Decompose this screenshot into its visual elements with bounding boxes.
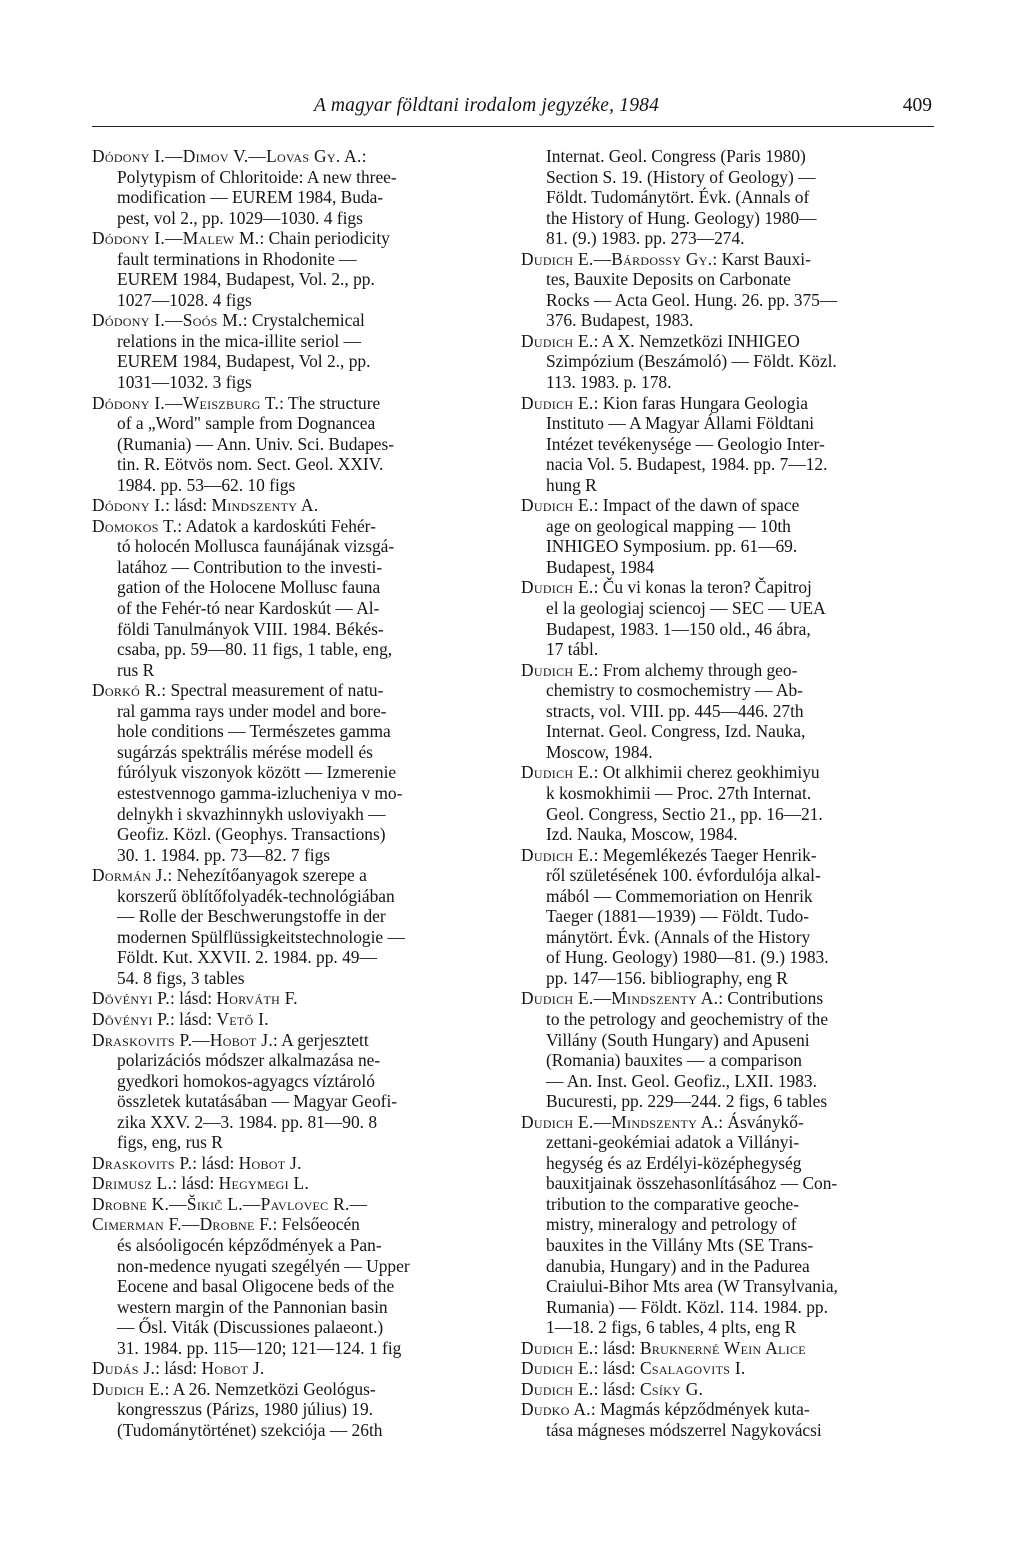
entry-text: of a „Word" sample from Dognancea — [117, 413, 376, 434]
entry-text: : lásd: — [593, 1358, 640, 1379]
entry-text: ről születésének 100. évfordulója alkal- — [546, 865, 821, 886]
author-name: Dudás J. — [92, 1358, 156, 1379]
bibliography-line — [92, 393, 506, 414]
bibliography-line — [521, 947, 935, 968]
entry-text: — Ősl. Viták (Discussiones palaeont.) — [117, 1317, 384, 1338]
entry-text: Földt. Tudománytört. Évk. (Annals of — [546, 187, 810, 208]
bibliography-line — [92, 680, 506, 701]
entry-text: 81. (9.) 1983. pp. 273—274. — [546, 228, 745, 249]
bibliography-line — [92, 1358, 506, 1379]
entry-text: Moscow, 1984. — [546, 741, 653, 762]
bibliography-line — [521, 1256, 935, 1277]
entry-text: korszerű öblítőfolyadék-technológiában — [117, 885, 395, 906]
author-name: Dövényi P. — [92, 1008, 170, 1029]
bibliography-line — [521, 434, 935, 455]
author-name: Dudich E.—Bárdossy Gy. — [521, 248, 713, 269]
entry-text: : A 26. Nemzetközi Geológus- — [164, 1378, 376, 1399]
bibliography-line — [521, 269, 935, 290]
author-name: Dudko A. — [521, 1399, 591, 1420]
entry-text: : Ču vi konas la teron? Čapitroj — [593, 577, 812, 598]
bibliography-line — [521, 290, 935, 311]
entry-text: of the Fehér-tó near Kardoskút — Al- — [117, 598, 380, 619]
entry-text: : Spectral measurement of natu- — [161, 680, 384, 701]
entry-text: : lásd: — [155, 1358, 202, 1379]
entry-text: latához — Contribution to the investi- — [117, 556, 383, 577]
author-name: Mindszenty A. — [211, 495, 319, 516]
bibliography-line — [92, 269, 506, 290]
entry-text: földi Tanulmányok VIII. 1984. Békés- — [117, 618, 384, 639]
entry-text: Budapest, 1984 — [546, 556, 655, 577]
bibliography-line — [521, 783, 935, 804]
author-name: Hobot J. — [201, 1358, 265, 1379]
entry-text: : lásd: — [192, 1152, 239, 1173]
entry-text: figs, eng, rus R — [117, 1132, 223, 1153]
entry-text: Szimpózium (Beszámoló) — Földt. Közl. — [546, 351, 837, 372]
bibliography-line — [521, 208, 935, 229]
entry-text: kongresszus (Párizs, 1980 július) 19. — [117, 1399, 374, 1420]
entry-text: (Rumania) — Ann. Univ. Sci. Budapes- — [117, 433, 395, 454]
bibliography-line — [521, 331, 935, 352]
entry-text: : lásd: — [593, 1337, 640, 1358]
entry-text: tása mágneses módszerrel Nagykovácsi — [546, 1419, 822, 1440]
bibliography-line — [92, 619, 506, 640]
entry-text: mistry, mineralogy and petrology of — [546, 1214, 797, 1235]
bibliography-line — [92, 413, 506, 434]
bibliography-line — [521, 1173, 935, 1194]
bibliography-line — [521, 536, 935, 557]
bibliography-line — [92, 290, 506, 311]
bibliography-line — [92, 577, 506, 598]
bibliography-line — [521, 824, 935, 845]
entry-text: 31. 1984. pp. 115—120; 121—124. 1 fig — [117, 1337, 402, 1358]
author-name: Dudich E. — [521, 1337, 594, 1358]
bibliography-line — [92, 1420, 506, 1441]
bibliography-line — [521, 146, 935, 167]
author-name: Dudich E. — [521, 495, 594, 516]
entry-text: hegység és az Erdélyi-középhegység — [546, 1152, 802, 1173]
entry-text: age on geological mapping — 10th — [546, 515, 791, 536]
entry-text: : Chain periodicity — [259, 228, 390, 249]
bibliography-line — [92, 824, 506, 845]
entry-text: gation of the Holocene Mollusc fauna — [117, 577, 381, 598]
entry-text: Internat. Geol. Congress (Paris 1980) — [546, 146, 806, 166]
bibliography-line — [521, 1338, 935, 1359]
bibliography-line — [521, 619, 935, 640]
author-name: Dorkó R. — [92, 680, 162, 701]
entry-text: tes, Bauxite Deposits on Carbonate — [546, 269, 791, 290]
entry-text: tribution to the comparative geoche- — [546, 1193, 800, 1214]
bibliography-line — [521, 804, 935, 825]
entry-text: pest, vol 2., pp. 1029—1030. 4 figs — [117, 207, 363, 228]
bibliography-line — [92, 536, 506, 557]
entry-text: 17 tábl. — [546, 639, 599, 660]
entry-text: Geofiz. Közl. (Geophys. Transactions) — [117, 824, 386, 845]
bibliography-line — [521, 454, 935, 475]
bibliography-line — [521, 721, 935, 742]
author-name: Draskovits P. — [92, 1152, 193, 1173]
entry-text: modification — EUREM 1984, Buda- — [117, 187, 384, 208]
page-number: 409 — [902, 95, 932, 116]
entry-text: Taeger (1881—1939) — Földt. Tudo- — [546, 906, 810, 927]
running-header — [92, 86, 934, 127]
bibliography-line — [521, 598, 935, 619]
bibliography-line — [92, 865, 506, 886]
bibliography-line — [521, 639, 935, 660]
bibliography-line — [521, 988, 935, 1009]
bibliography-line — [92, 516, 506, 537]
bibliography-line — [521, 742, 935, 763]
bibliography-line — [92, 804, 506, 825]
entry-text: Bucuresti, pp. 229—244. 2 figs, 6 tables — [546, 1091, 828, 1112]
entry-text: : The structure — [279, 392, 381, 413]
author-name: Draskovits P.—Hobot J. — [92, 1029, 274, 1050]
bibliography-line — [92, 639, 506, 660]
author-name: Dudich E. — [521, 392, 594, 413]
bibliography-line — [521, 927, 935, 948]
bibliography-line — [521, 1030, 935, 1051]
bibliography-line — [521, 701, 935, 722]
bibliography-line — [92, 783, 506, 804]
bibliography-line — [521, 516, 935, 537]
entry-text: EUREM 1984, Budapest, Vol 2., pp. — [117, 351, 371, 372]
author-name: Horváth F. — [216, 988, 298, 1009]
bibliography-line — [92, 598, 506, 619]
bibliography-line — [521, 1112, 935, 1133]
bibliography-line — [92, 1132, 506, 1153]
bibliography-line — [92, 906, 506, 927]
bibliography-line — [92, 187, 506, 208]
author-name: Dövényi P. — [92, 988, 170, 1009]
bibliography-line — [92, 886, 506, 907]
bibliography-line — [521, 845, 935, 866]
entry-text: : From alchemy through geo- — [593, 659, 798, 680]
bibliography-line — [92, 475, 506, 496]
bibliography-line — [521, 413, 935, 434]
bibliography-line — [521, 1358, 935, 1379]
entry-text: csaba, pp. 59—80. 11 figs, 1 table, eng, — [117, 639, 393, 660]
bibliography-line — [521, 1379, 935, 1400]
author-name: Dódony I. — [92, 495, 166, 516]
entry-text: : A X. Nemzetközi INHIGEO — [593, 330, 800, 351]
bibliography-line — [521, 372, 935, 393]
entry-text: mánytört. Évk. (Annals of the History — [546, 926, 811, 947]
entry-text: western margin of the Pannonian basin — [117, 1296, 388, 1317]
bibliography-line — [92, 1379, 506, 1400]
entry-text: the History of Hung. Geology) 1980— — [546, 207, 817, 228]
entry-text: : Contributions — [718, 988, 824, 1009]
bibliography-line — [521, 1194, 935, 1215]
entry-text: 1984. pp. 53—62. 10 figs — [117, 474, 296, 495]
entry-text: : Nehezítőanyagok szerepe a — [167, 865, 367, 886]
author-name: Bruknerné Wein Alice — [639, 1337, 806, 1358]
entry-text: danubia, Hungary) and in the Padurea — [546, 1255, 810, 1276]
bibliography-line — [521, 557, 935, 578]
entry-text: to the petrology and geochemistry of the — [546, 1008, 829, 1029]
entry-text: : lásd: — [593, 1378, 640, 1399]
entry-text: : Ásványkő- — [718, 1111, 804, 1132]
entry-text: fúrólyuk viszonyok között — Izmerenie — [117, 762, 397, 783]
entry-text: gyedkori homokos-agyagcs víztároló — [117, 1070, 375, 1091]
entry-text: Rumania) — Földt. Közl. 114. 1984. pp. — [546, 1296, 828, 1317]
entry-text: rus R — [117, 659, 155, 680]
entry-text: összletek kutatásában — Magyar Geofi- — [117, 1091, 398, 1112]
bibliography-line — [92, 988, 506, 1009]
bibliography-line — [92, 701, 506, 722]
bibliography-line — [92, 372, 506, 393]
entry-text: pp. 147—156. bibliography, eng R — [546, 967, 788, 988]
entry-text: fault terminations in Rhodonite — — [117, 248, 357, 269]
entry-text: : Karst Bauxi- — [712, 248, 811, 269]
author-name: Cimerman F.—Drobne F. — [92, 1214, 273, 1235]
entry-text: hole conditions — Természetes gamma — [117, 721, 391, 742]
bibliography-line — [92, 1153, 506, 1174]
bibliography-line — [521, 968, 935, 989]
entry-text: 1—18. 2 figs, 6 tables, 4 plts, eng R — [546, 1317, 797, 1338]
entry-text: mából — Commemoriation on Henrik — [546, 885, 813, 906]
entry-text: of Hung. Geology) 1980—81. (9.) 1983. — [546, 947, 829, 968]
bibliography-line — [92, 968, 506, 989]
bibliography-line — [92, 1194, 506, 1215]
author-name: Dudich E. — [521, 1358, 594, 1379]
bibliography-line — [92, 495, 506, 516]
author-name: Dódony I.—Weiszburg T. — [92, 392, 280, 413]
bibliography-line — [92, 1235, 506, 1256]
entry-text: Craiului-Bihor Mts area (W Transylvania, — [546, 1276, 838, 1297]
author-name: Dudich E.—Mindszenty A. — [521, 988, 719, 1009]
entry-text: — An. Inst. Geol. Geofiz., LXII. 1983. — [546, 1070, 817, 1091]
entry-text: stracts, vol. VIII. pp. 445—446. 27th — [546, 700, 804, 721]
author-name: Dódony I.—Soós M. — [92, 310, 243, 331]
entry-text: : Kion faras Hungara Geologia — [593, 392, 808, 413]
bibliography-line — [92, 1112, 506, 1133]
entry-text: Budapest, 1983. 1—150 old., 46 ábra, — [546, 618, 811, 639]
entry-text: 1031—1032. 3 figs — [117, 372, 252, 393]
author-name: Hegymegi L. — [218, 1173, 310, 1194]
entry-text: k kosmokhimii — Proc. 27th Internat. — [546, 782, 812, 803]
bibliography-line — [92, 762, 506, 783]
entry-text: ral gamma rays under model and bore- — [117, 700, 387, 721]
bibliography-line — [92, 1338, 506, 1359]
author-name: Vető I. — [216, 1008, 269, 1029]
author-name: Dudich E. — [521, 577, 594, 598]
entry-text: Instituto — A Magyar Állami Földtani — [546, 413, 815, 434]
bibliography-line — [92, 434, 506, 455]
entry-text: : lásd: — [170, 1008, 217, 1029]
bibliography-line — [521, 660, 935, 681]
bibliography-line — [92, 1256, 506, 1277]
entry-text: : Megemlékezés Taeger Henrik- — [593, 844, 817, 865]
author-name: Dudich E. — [521, 330, 594, 351]
author-name: Dormán J. — [92, 865, 168, 886]
bibliography-line — [521, 762, 935, 783]
entry-text: modernen Spülflüssigkeitstechnologie — — [117, 926, 405, 947]
entry-text: : Adatok a kardoskúti Fehér- — [177, 515, 376, 536]
entry-text: 1027—1028. 4 figs — [117, 289, 252, 310]
entry-text: 376. Budapest, 1983. — [546, 310, 694, 331]
bibliography-line — [521, 1276, 935, 1297]
entry-text: bauxites in the Villány Mts (SE Trans- — [546, 1234, 814, 1255]
entry-text: Földt. Kut. XXVII. 2. 1984. pp. 49— — [117, 947, 377, 968]
entry-text: relations in the mica-illite seriol — — [117, 330, 361, 351]
bibliography-line — [521, 310, 935, 331]
bibliography-line — [92, 310, 506, 331]
author-name: Domokos T. — [92, 515, 178, 536]
author-name: Dudich E. — [521, 762, 594, 783]
bibliography-line — [92, 351, 506, 372]
entry-text: EUREM 1984, Budapest, Vol. 2., pp. — [117, 269, 375, 290]
bibliography-line — [92, 331, 506, 352]
bibliography-line — [92, 1030, 506, 1051]
author-name: Csíky G. — [639, 1378, 704, 1399]
entry-text: tó holocén Mollusca faunájának vizsgá- — [117, 536, 395, 557]
right-column — [521, 146, 935, 1440]
bibliography-line — [521, 1050, 935, 1071]
entry-text: Eocene and basal Oligocene beds of the — [117, 1276, 395, 1297]
bibliography-line — [92, 228, 506, 249]
bibliography-line — [92, 1050, 506, 1071]
bibliography-line — [521, 1214, 935, 1235]
entry-text: : Crystalchemical — [242, 310, 365, 331]
entry-text: és alsóoligocén képződmények a Pan- — [117, 1234, 382, 1255]
bibliography-line — [92, 1071, 506, 1092]
entry-text: bauxitjainak összehasonlításához — Con- — [546, 1173, 838, 1194]
entry-text: polarizációs módszer alkalmazása ne- — [117, 1050, 381, 1071]
entry-text: : — [361, 146, 367, 166]
bibliography-line — [92, 1399, 506, 1420]
entry-text: tin. R. Eötvös nom. Sect. Geol. XXIV. — [117, 454, 384, 475]
entry-text: Intézet tevékenysége — Geologio Inter- — [546, 433, 825, 454]
bibliography-line — [92, 208, 506, 229]
bibliography-line — [521, 1009, 935, 1030]
entry-text: : A gerjesztett — [273, 1029, 369, 1050]
bibliography-line — [92, 742, 506, 763]
bibliography-line — [92, 249, 506, 270]
entry-text: hung R — [546, 474, 597, 495]
entry-text: zettani-geokémiai adatok a Villányi- — [546, 1132, 800, 1153]
entry-text: nacia Vol. 5. Budapest, 1984. pp. 7—12. — [546, 454, 828, 475]
bibliography-line — [521, 187, 935, 208]
bibliography-line — [521, 680, 935, 701]
entry-text: Section S. 19. (History of Geology) — — [546, 166, 816, 187]
author-name: Drobne K.—Šikič L.—Pavlovec R.— — [92, 1193, 368, 1214]
entry-text: Polytypism of Chloritoide: A new three- — [117, 166, 397, 187]
bibliography-line — [521, 577, 935, 598]
bibliography-line — [92, 557, 506, 578]
author-name: Dódony I.—Dimov V.—Lovas Gy. A. — [92, 146, 362, 166]
author-name: Dudich E.—Mindszenty A. — [521, 1111, 719, 1132]
bibliography-line — [92, 947, 506, 968]
bibliography-line — [92, 1317, 506, 1338]
entry-text: : lásd: — [165, 495, 212, 516]
entry-text: chemistry to cosmochemistry — Ab- — [546, 680, 803, 701]
bibliography-line — [92, 1091, 506, 1112]
author-name: Dudich E. — [521, 844, 594, 865]
bibliography-line — [92, 1214, 506, 1235]
entry-text: non-medence nyugati szegélyén — Upper — [117, 1255, 410, 1276]
bibliography-line — [521, 1399, 935, 1420]
bibliography-line — [92, 845, 506, 866]
entry-text: Izd. Nauka, Moscow, 1984. — [546, 824, 738, 845]
bibliography-line — [92, 1009, 506, 1030]
entry-text: INHIGEO Symposium. pp. 61—69. — [546, 536, 798, 557]
bibliography-line — [521, 167, 935, 188]
author-name: Dódony I.—Malew M. — [92, 228, 260, 249]
bibliography-line — [521, 495, 935, 516]
entry-text: Geol. Congress, Sectio 21., pp. 16—21. — [546, 803, 823, 824]
entry-text: : Ot alkhimii cherez geokhimiyu — [593, 762, 820, 783]
bibliography-line — [92, 1297, 506, 1318]
left-column — [92, 146, 506, 1440]
bibliography-line — [521, 865, 935, 886]
entry-text: 113. 1983. p. 178. — [546, 372, 672, 393]
bibliography-line — [92, 167, 506, 188]
author-name: Csalagovits I. — [639, 1358, 746, 1379]
entry-text: : lásd: — [172, 1173, 219, 1194]
entry-text: Internat. Geol. Congress, Izd. Nauka, — [546, 721, 806, 742]
bibliography-line — [521, 351, 935, 372]
author-name: Dudich E. — [92, 1378, 165, 1399]
entry-text: : Magmás képződmények kuta- — [590, 1399, 810, 1420]
bibliography-line — [521, 906, 935, 927]
entry-text: Villány (South Hungary) and Apuseni — [546, 1029, 810, 1050]
entry-text: 30. 1. 1984. pp. 73—82. 7 figs — [117, 844, 331, 865]
bibliography-line — [521, 1317, 935, 1338]
entry-text: (Tudománytörténet) szekciója — 26th — [117, 1419, 383, 1440]
entry-text: — Rolle der Beschwerungstoffe in der — [117, 906, 386, 927]
entry-text: delnykh i skvazhinnykh usloviyakh — — [117, 803, 386, 824]
bibliography-line — [92, 1276, 506, 1297]
bibliography-line — [521, 228, 935, 249]
bibliography-line — [92, 721, 506, 742]
bibliography-line — [521, 1420, 935, 1441]
author-name: Hobot J. — [238, 1152, 302, 1173]
author-name: Dudich E. — [521, 1378, 594, 1399]
bibliography-line — [521, 1297, 935, 1318]
entry-text: 54. 8 figs, 3 tables — [117, 967, 245, 988]
bibliography-line — [92, 454, 506, 475]
running-title: A magyar földtani irodalom jegyzéke, 1984 — [314, 95, 660, 116]
entry-text: Rocks — Acta Geol. Hung. 26. pp. 375— — [546, 289, 838, 310]
entry-text: : lásd: — [170, 988, 217, 1009]
entry-text: sugárzás spektrális mérése modell és — [117, 741, 373, 762]
bibliography-line — [521, 249, 935, 270]
author-name: Drimusz L. — [92, 1173, 173, 1194]
entry-text: : Felsőeocén — [272, 1214, 360, 1235]
bibliography-line — [92, 927, 506, 948]
bibliography-line — [92, 660, 506, 681]
bibliography-line — [521, 886, 935, 907]
entry-text: estestvennogo gamma-izlucheniya v mo- — [117, 782, 403, 803]
bibliography-line — [92, 146, 506, 167]
bibliography-line — [521, 1235, 935, 1256]
author-name: Dudich E. — [521, 659, 594, 680]
bibliography-line — [521, 1132, 935, 1153]
bibliography-line — [92, 1173, 506, 1194]
bibliography-line — [521, 1153, 935, 1174]
bibliography-line — [521, 393, 935, 414]
bibliography-line — [521, 1071, 935, 1092]
entry-text: : Impact of the dawn of space — [593, 495, 800, 516]
bibliography-line — [521, 475, 935, 496]
entry-text: zika XXV. 2—3. 1984. pp. 81—90. 8 — [117, 1111, 378, 1132]
bibliography-line — [521, 1091, 935, 1112]
entry-text: el la geologiaj sciencoj — SEC — UEA — [546, 598, 826, 619]
entry-text: (Romania) bauxites — a comparison — [546, 1050, 802, 1071]
